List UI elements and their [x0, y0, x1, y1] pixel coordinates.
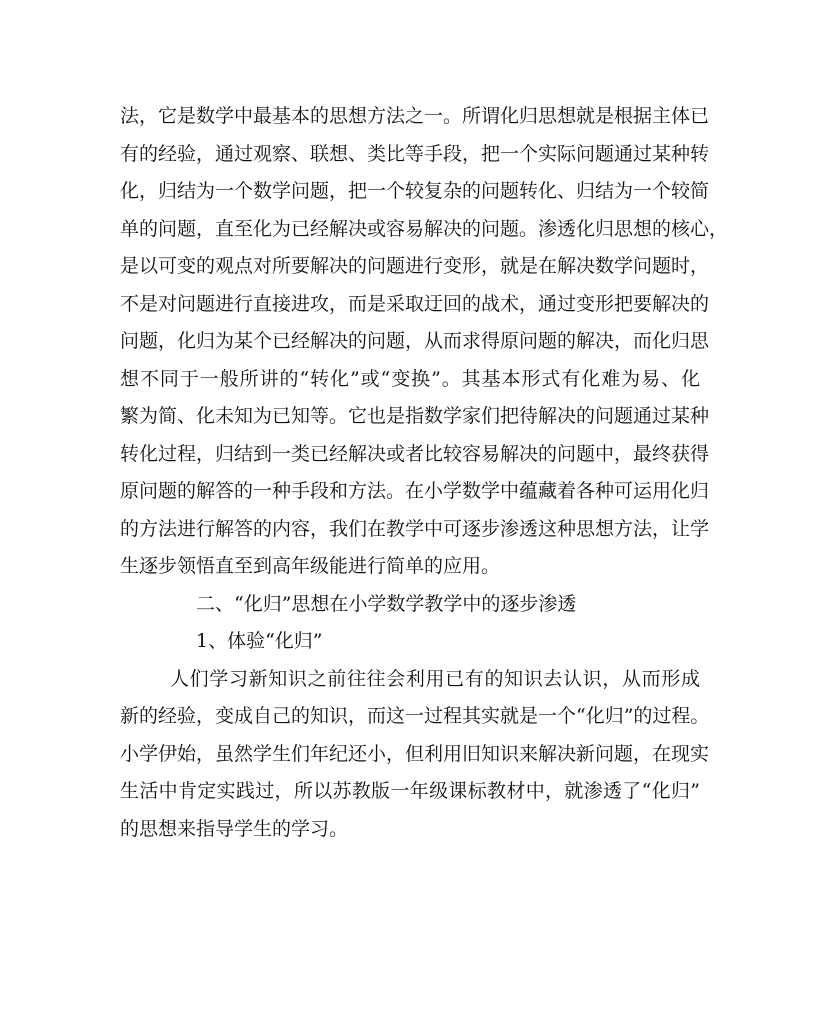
paragraph-1-line: 转化过程，归结到一类已经解决或者比较容易解决的问题中，最终获得 [120, 442, 710, 465]
paragraph-1-line: 有的经验，通过观察、联想、类比等手段，把一个实际问题通过某种转 [120, 142, 710, 165]
paragraph-1-line: 化，归结为一个数学问题，把一个较复杂的问题转化、归结为一个较简 [120, 180, 710, 202]
paragraph-1-line: 单的问题，直至化为已经解决或容易解决的问题。渗透化归思想的核心， [120, 217, 729, 240]
paragraph-1-line: 问题，化归为某个已经解决的问题，从而求得原问题的解决，而化归思 [120, 330, 710, 352]
paragraph-2 [120, 661, 710, 849]
subsection-heading: 1、体验“化归” [196, 630, 323, 652]
paragraph-1 [120, 98, 729, 586]
paragraph-1-line: 的方法进行解答的内容，我们在教学中可逐步渗透这种思想方法，让学 [120, 517, 710, 540]
paragraph-2-line: 新的经验，变成自己的知识，而这一过程其实就是一个“化归”的过程。 [120, 705, 710, 727]
paragraph-1-line: 繁为简、化未知为已知等。它也是指数学家们把待解决的问题通过某种 [120, 405, 710, 427]
paragraph-2-line: 生活中肯定实践过，所以苏教版一年级课标教材中，就渗透了“化归” [120, 780, 700, 802]
paragraph-2-line: 小学伊始，虽然学生们年纪还小，但利用旧知识来解决新问题，在现实 [120, 742, 710, 765]
paragraph-1-line: 是以可变的观点对所要解决的问题进行变形，就是在解决数学问题时， [120, 255, 710, 277]
paragraph-1-line: 原问题的解答的一种手段和方法。在小学数学中蕴藏着各种可运用化归 [120, 480, 710, 502]
document-page [120, 98, 729, 848]
section-heading: 二、“化归”思想在小学数学教学中的逐步渗透 [196, 592, 577, 615]
paragraph-1-line: 不是对问题进行直接进攻，而是采取迂回的战术，通过变形把要解决的 [120, 292, 710, 315]
paragraph-1-line: 生逐步领悟直至到高年级能进行简单的应用。 [120, 555, 501, 577]
paragraph-1-line: 想不同于一般所讲的“转化”或“变换”。其基本形式有化难为易、化 [120, 367, 700, 390]
paragraph-1-line: 法，它是数学中最基本的思想方法之一。所谓化归思想就是根据主体已 [120, 105, 710, 127]
paragraph-2-line: 人们学习新知识之前往往会利用已有的知识去认识，从而形成 [170, 667, 700, 690]
paragraph-2-line: 的思想来指导学生的学习。 [120, 817, 349, 840]
